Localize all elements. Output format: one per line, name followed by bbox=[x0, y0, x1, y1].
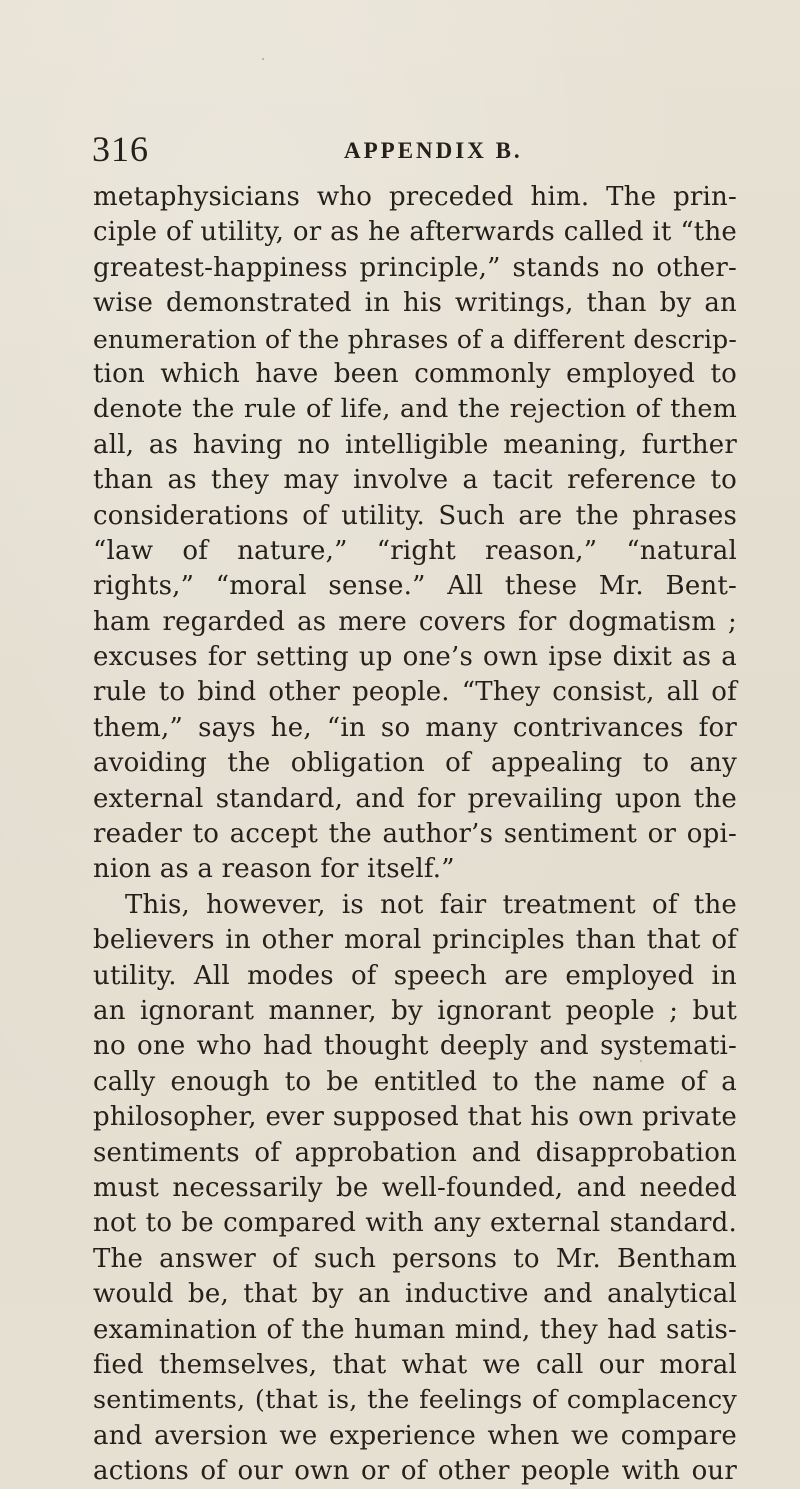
text-line: avoiding the obligation of appealing to any bbox=[93, 748, 737, 779]
text-line: greatest-happiness principle,” stands no other- bbox=[93, 252, 737, 283]
text-line: excuses for setting up one’s own ipse dixit as a bbox=[93, 642, 737, 673]
text-line: actions of our own or of other people with our bbox=[93, 1456, 737, 1487]
text-line: The answer of such persons to Mr. Bentham bbox=[93, 1243, 737, 1274]
paragraph-2 bbox=[93, 888, 737, 1489]
text-line: fied themselves, that what we call our moral bbox=[93, 1349, 737, 1380]
text-line: than as they may involve a tacit reference to bbox=[93, 465, 737, 496]
running-head bbox=[92, 128, 732, 168]
text-line: examination of the human mind, they had satis- bbox=[93, 1314, 737, 1345]
text-line: considerations of utility. Such are the phrases bbox=[93, 500, 737, 531]
text-line: sentiments, (that is, the feelings of complacency bbox=[93, 1385, 737, 1416]
text-line: and aversion we experience when we compare bbox=[93, 1420, 737, 1451]
text-line: rule to bind other people. “They consist, all of bbox=[93, 677, 737, 708]
text-line: wise demonstrated in his writings, than by an bbox=[93, 288, 737, 319]
text-line: sentiments of approbation and disapprobation bbox=[93, 1137, 737, 1168]
page-number: 316 bbox=[92, 129, 149, 169]
text-line: “law of nature,” “right reason,” “natural bbox=[93, 535, 737, 566]
text-line: ham regarded as mere covers for dogmatism ; bbox=[93, 606, 737, 637]
text-line: all, as having no intelligible meaning, further bbox=[93, 429, 737, 460]
text-line: external standard, and for prevailing upon the bbox=[93, 783, 737, 814]
text-line: believers in other moral principles than that of bbox=[93, 925, 737, 956]
paper-speck bbox=[540, 905, 542, 907]
paper-speck bbox=[640, 1060, 642, 1062]
paper-speck bbox=[262, 58, 264, 60]
text-line: philosopher, ever supposed that his own private bbox=[93, 1102, 737, 1133]
paragraph-1 bbox=[93, 180, 737, 888]
text-line: must necessarily be well-founded, and needed bbox=[93, 1172, 737, 1203]
text-line: no one who had thought deeply and systemati- bbox=[93, 1031, 737, 1062]
text-line: metaphysicians who preceded him. The prin- bbox=[93, 182, 737, 212]
text-line: not to be compared with any external standard. bbox=[93, 1208, 737, 1239]
text-line: rights,” “moral sense.” All these Mr. Bent- bbox=[93, 571, 737, 602]
text-line: utility. All modes of speech are employed in bbox=[93, 960, 737, 991]
text-line: nion as a reason for itself.” bbox=[93, 854, 455, 885]
text-line: enumeration of the phrases of a different descrip- bbox=[93, 324, 737, 354]
body-text bbox=[93, 180, 737, 1489]
text-line: would be, that by an inductive and analytical bbox=[93, 1279, 737, 1310]
text-line: ciple of utility, or as he afterwards called it “the bbox=[93, 217, 737, 248]
text-line: reader to accept the author’s sentiment or opi- bbox=[93, 819, 737, 850]
text-line: cally enough to be entitled to the name of a bbox=[93, 1066, 737, 1097]
text-line: denote the rule of life, and the rejection of them bbox=[93, 394, 737, 425]
running-title: APPENDIX B. bbox=[344, 138, 523, 163]
text-line: an ignorant manner, by ignorant people ; but bbox=[93, 995, 737, 1026]
text-line: This, however, is not fair treatment of the bbox=[125, 889, 737, 920]
text-line: them,” says he, “in so many contrivances for bbox=[93, 712, 737, 743]
text-line: tion which have been commonly employed to bbox=[93, 358, 737, 389]
